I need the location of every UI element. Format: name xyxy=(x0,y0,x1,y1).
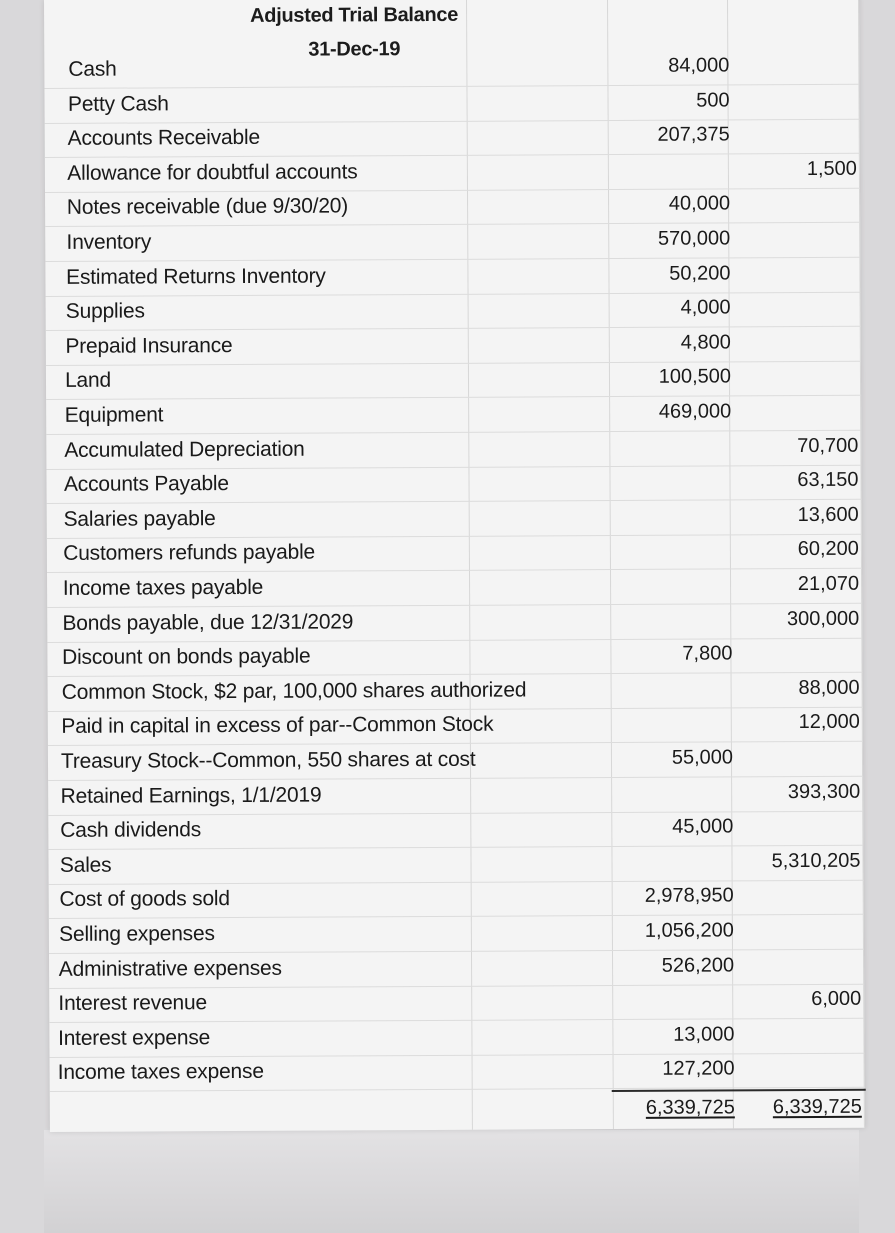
report-date: 31-Dec-19 xyxy=(308,38,401,61)
credit-amount xyxy=(729,953,861,954)
debit-amount: 469,000 xyxy=(658,400,732,423)
account-name: Paid in capital in excess of par--Common Stock xyxy=(61,713,494,739)
debit-amount: 4,800 xyxy=(680,331,731,354)
debit-amount: 526,200 xyxy=(661,953,735,977)
account-row xyxy=(45,188,860,227)
account-row xyxy=(46,292,861,331)
credit-amount: 6,000 xyxy=(811,987,862,1011)
debit-amount xyxy=(592,608,732,609)
debit-amount xyxy=(593,850,733,851)
account-row xyxy=(48,673,863,712)
account-row xyxy=(49,915,864,954)
account-row xyxy=(49,880,864,919)
account-name: Common Stock, $2 par, 100,000 shares authorized xyxy=(61,678,527,704)
debit-amount xyxy=(592,504,732,505)
debit-amount: 2,978,950 xyxy=(644,884,734,908)
account-name: Customers refunds payable xyxy=(63,540,316,566)
credit-amount xyxy=(729,919,861,920)
credit-amount xyxy=(725,261,857,262)
credit-amount xyxy=(725,227,857,228)
account-name: Bonds payable, due 12/31/2029 xyxy=(62,609,354,635)
credit-amount xyxy=(726,331,858,332)
debit-amount xyxy=(593,781,733,782)
account-name: Equipment xyxy=(64,403,164,427)
credit-amount xyxy=(724,54,856,55)
debit-amount: 100,500 xyxy=(658,365,732,389)
credit-amount xyxy=(727,642,859,643)
debit-amount: 45,000 xyxy=(672,815,734,838)
credit-amount: 5,310,205 xyxy=(771,849,861,872)
account-row xyxy=(45,223,860,262)
account-name: Cash dividends xyxy=(60,818,202,843)
account-row xyxy=(49,1019,864,1058)
account-name: Accumulated Depreciation xyxy=(64,437,305,462)
credit-amount xyxy=(725,192,857,193)
table-background-bottom xyxy=(44,1130,859,1233)
credit-amount: 70,700 xyxy=(797,434,859,457)
account-row xyxy=(46,430,861,469)
account-name: Sales xyxy=(59,853,112,877)
account-name: Retained Earnings, 1/1/2019 xyxy=(60,783,322,808)
credit-total: 6,339,725 xyxy=(772,1095,862,1119)
account-row xyxy=(47,500,862,539)
credit-amount xyxy=(726,400,858,401)
debit-amount xyxy=(593,712,733,713)
credit-amount: 60,200 xyxy=(797,538,859,561)
debit-amount: 570,000 xyxy=(657,227,731,250)
debit-amount: 50,200 xyxy=(669,262,731,285)
debit-amount: 127,200 xyxy=(662,1057,735,1081)
account-row xyxy=(48,776,863,815)
credit-amount: 1,500 xyxy=(806,157,857,180)
account-row xyxy=(47,603,862,642)
account-row xyxy=(44,84,859,123)
account-row xyxy=(49,984,864,1023)
account-name: Selling expenses xyxy=(59,922,215,946)
credit-amount: 88,000 xyxy=(798,676,860,699)
credit-amount: 12,000 xyxy=(798,711,860,734)
debit-amount: 13,000 xyxy=(673,1023,735,1046)
debit-amount xyxy=(590,158,730,159)
account-row xyxy=(45,257,860,296)
account-name: Supplies xyxy=(65,299,145,324)
debit-amount xyxy=(594,989,734,990)
account-name: Accounts Payable xyxy=(63,472,229,497)
account-row xyxy=(46,396,861,435)
account-name: Interest expense xyxy=(57,1025,211,1050)
account-row xyxy=(46,465,861,504)
account-row xyxy=(45,154,860,193)
credit-amount xyxy=(726,365,858,366)
account-name: Cost of goods sold xyxy=(59,887,230,912)
account-name: Salaries payable xyxy=(63,506,216,531)
credit-amount xyxy=(724,88,856,89)
account-name: Allowance for doubtful accounts xyxy=(67,160,358,185)
debit-amount: 7,800 xyxy=(682,642,733,665)
debit-amount xyxy=(593,677,733,678)
credit-amount: 13,600 xyxy=(797,503,859,526)
credit-amount: 300,000 xyxy=(786,607,860,630)
account-name: Inventory xyxy=(66,230,152,254)
debit-amount: 4,000 xyxy=(680,296,731,319)
totals-row xyxy=(50,1092,865,1130)
credit-amount: 393,300 xyxy=(787,780,861,803)
account-name: Accounts Receivable xyxy=(67,126,260,151)
account-row xyxy=(46,327,861,366)
account-row xyxy=(47,638,862,677)
credit-amount xyxy=(729,884,861,885)
credit-amount xyxy=(729,1023,861,1024)
report-title: Adjusted Trial Balance xyxy=(250,3,459,27)
debit-amount: 207,375 xyxy=(657,123,730,146)
debit-amount: 55,000 xyxy=(671,746,734,769)
account-name: Estimated Returns Inventory xyxy=(66,264,326,289)
account-name: Treasury Stock--Common, 550 shares at cost xyxy=(60,747,476,773)
account-name: Land xyxy=(64,369,112,393)
account-name: Cash xyxy=(68,57,117,81)
account-row xyxy=(49,949,864,988)
account-name: Petty Cash xyxy=(67,91,169,116)
account-row xyxy=(44,50,859,89)
account-row xyxy=(46,361,861,400)
account-name: Prepaid Insurance xyxy=(65,333,233,358)
account-row xyxy=(45,119,860,158)
debit-amount xyxy=(591,435,731,436)
debit-amount: 84,000 xyxy=(668,54,730,77)
account-name: Administrative expenses xyxy=(58,956,282,981)
credit-amount xyxy=(725,123,857,124)
debit-amount: 40,000 xyxy=(668,192,731,216)
account-name: Income taxes expense xyxy=(57,1060,264,1085)
account-row xyxy=(48,707,863,746)
account-row xyxy=(47,569,862,608)
debit-amount: 500 xyxy=(696,89,730,112)
credit-amount xyxy=(726,296,858,297)
debit-amount xyxy=(591,470,731,471)
account-name: Notes receivable (due 9/30/20) xyxy=(66,194,349,220)
debit-amount: 1,056,200 xyxy=(644,919,734,942)
account-name: Discount on bonds payable xyxy=(62,644,311,670)
credit-amount: 21,070 xyxy=(797,572,860,596)
account-name: Income taxes payable xyxy=(62,575,264,600)
trial-balance-sheet xyxy=(44,0,865,1132)
debit-amount xyxy=(592,573,732,574)
debit-total: 6,339,725 xyxy=(645,1096,735,1119)
account-row xyxy=(48,742,863,781)
credit-amount: 63,150 xyxy=(797,468,859,492)
account-row xyxy=(47,534,862,573)
credit-amount xyxy=(730,1057,862,1058)
account-name: Interest revenue xyxy=(58,991,208,1016)
account-row xyxy=(48,811,863,850)
credit-amount xyxy=(728,746,860,747)
debit-amount xyxy=(592,539,732,540)
account-row xyxy=(50,1053,865,1092)
credit-amount xyxy=(728,815,860,816)
account-row xyxy=(48,846,863,885)
